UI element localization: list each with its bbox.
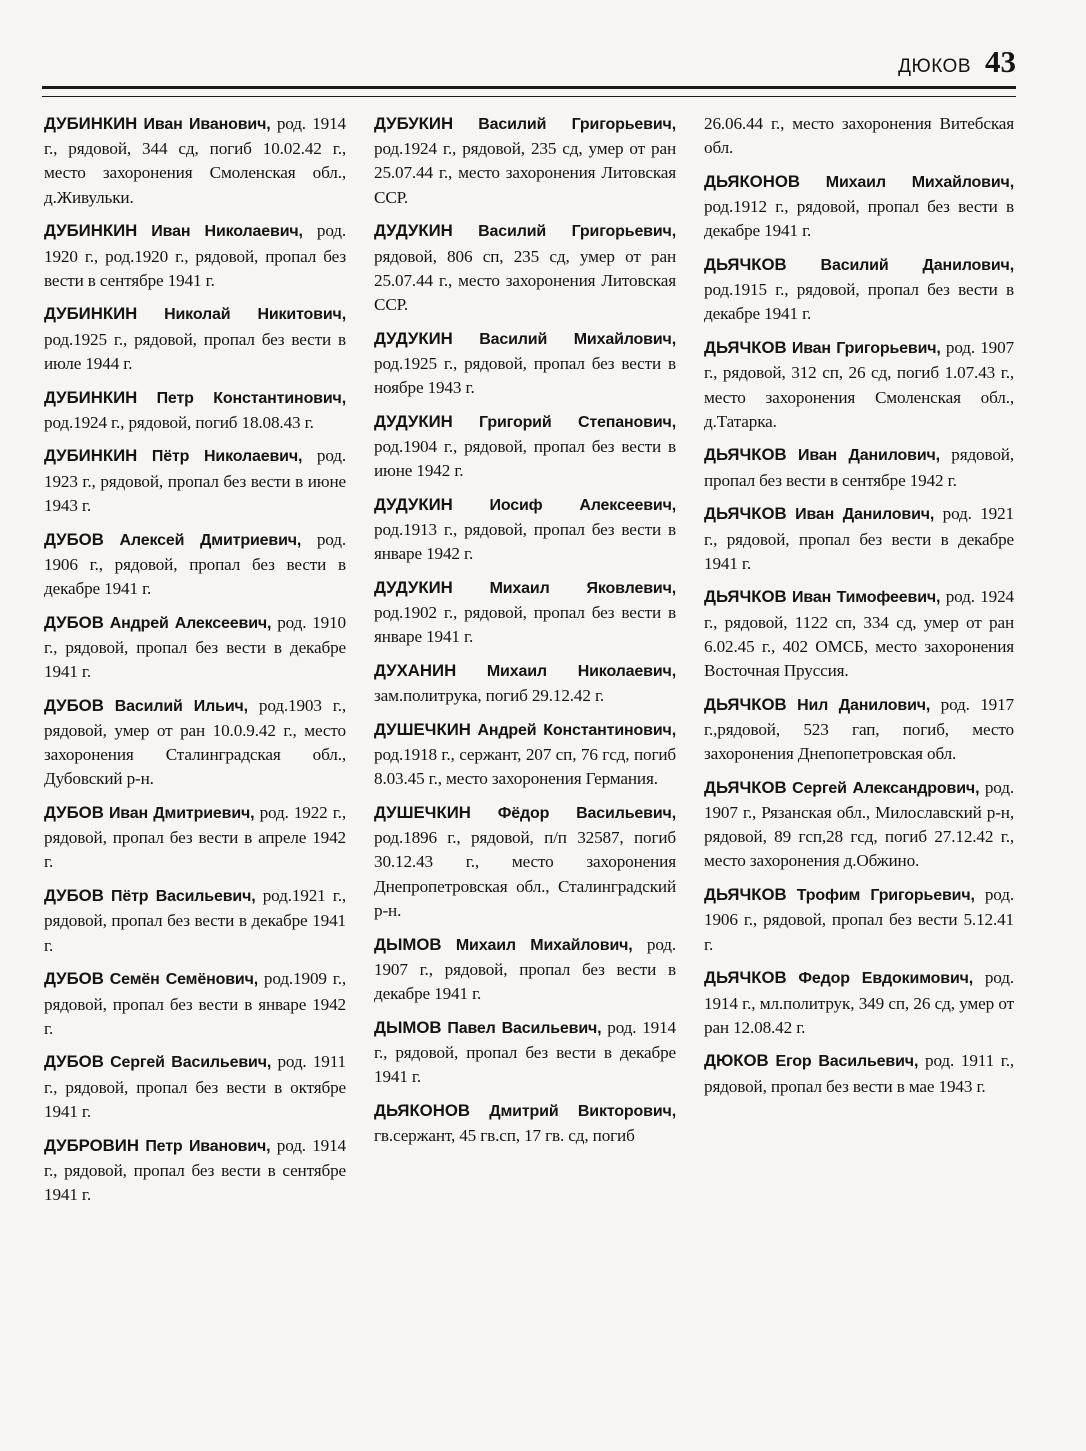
entry-surname: ДЬЯЧКОВ (704, 587, 787, 607)
entry-given-name: Иван Николаевич, (151, 223, 303, 241)
entry-details: род. 1923 г., рядовой, пропал без вести в июне 1943 г. (44, 446, 347, 515)
entry-details: род. 1911 г., рядовой, пропал без вести в октябре 1941 г. (44, 1052, 346, 1121)
entry-details: род.1904 г., рядовой, пропал без вести в июне 1942 г. (374, 436, 676, 481)
person-entry (44, 386, 346, 435)
entry-surname: ДЫМОВ (374, 1017, 442, 1037)
person-entry (44, 444, 346, 518)
person-entry (374, 410, 676, 484)
entry-surname: ДУБОВ (44, 529, 104, 549)
entry-surname: ДУБОВ (44, 886, 104, 906)
entry-surname: ДЬЯКОНОВ (374, 1100, 471, 1120)
person-entry (374, 327, 676, 401)
entry-given-name: Дмитрий Викторович, (489, 1102, 676, 1120)
header-rule (42, 86, 1016, 97)
person-entry (704, 336, 1014, 434)
entry-details: род.1924 г., рядовой, 235 сд, умер от ран 25.07.44 г., место захоронения Литовская ССР. (374, 139, 676, 207)
entry-surname: ДЬЯЧКОВ (704, 504, 787, 524)
entry-given-name: Василий Данилович, (820, 257, 1014, 275)
entry-surname: ДУБИНКИН (44, 221, 138, 241)
entry-surname: ДУДУКИН (374, 328, 453, 348)
entry-surname: ДУБИНКИН (44, 446, 138, 466)
entry-surname: ДУБОВ (44, 1052, 104, 1072)
entry-details: род.1912 г., рядовой, пропал без вести в декабре 1941 г. (704, 197, 1014, 241)
entry-surname: ДУШЕЧКИН (374, 803, 471, 823)
entry-given-name: Михаил Яковлевич, (489, 579, 676, 597)
entry-details: род. 1914 г., рядовой, 344 сд, погиб 10.02.42 г., место захоронения Смоленская обл., д.Живульки. (44, 114, 346, 207)
entry-surname: ДЬЯЧКОВ (704, 445, 787, 465)
person-entry (374, 1099, 676, 1148)
entry-details: род.1896 г., рядовой, п/п 32587, погиб 30.12.43 г., место захоронения Днепропетровская обл., Сталинградский р-н. (374, 828, 676, 920)
person-entry (704, 1049, 1014, 1098)
entry-given-name: Иван Данилович, (797, 447, 940, 465)
entry-given-name: Пётр Васильевич, (111, 888, 256, 906)
entry-surname: ДУБИНКИН (44, 114, 138, 133)
entry-given-name: Иван Тимофеевич, (792, 589, 941, 607)
entry-surname: ДУДУКИН (374, 221, 453, 241)
entry-details: род. 1921 г., рядовой, пропал без вести в декабре 1941 г. (704, 504, 1014, 573)
entry-details: род. 1911 г., рядовой, пропал без вести в мае 1943 г. (704, 1051, 1014, 1096)
entry-given-name: Семён Семёнович, (109, 971, 259, 989)
entry-given-name: Иван Иванович, (143, 116, 271, 133)
person-entry (704, 443, 1014, 492)
entry-details: род. 1907 г., Рязанская обл., Милославский р-н, рядовой, 89 гсп,28 гсд, погиб 27.12.42 г., место захоронения д.Обжино. (704, 777, 1014, 871)
person-entry (44, 801, 346, 875)
entry-surname: ДЬЯЧКОВ (704, 777, 787, 797)
entry-details: род. 1906 г., рядовой, пропал без вести в декабре 1941 г. (44, 529, 346, 598)
entry-surname: ДУДУКИН (374, 577, 453, 597)
person-entry (704, 776, 1014, 874)
entry-surname: ДУБОВ (44, 803, 104, 823)
person-entry (44, 219, 346, 293)
entry-details: род. 1924 г., рядовой, 1122 сп, 334 сд, умер от ран 6.02.45 г., 402 ОМСБ, место захоронения Восточная Пруссия. (704, 587, 1014, 681)
entry-surname: ДУДУКИН (374, 494, 453, 514)
entry-details: род. 1914 г., рядовой, пропал без вести в сентябре 1941 г. (44, 1135, 347, 1204)
entry-given-name: Иван Дмитриевич, (108, 805, 255, 823)
person-entry (44, 302, 346, 376)
entry-details: род. 1910 г., рядовой, пропал без вести в декабре 1941 г. (44, 612, 346, 682)
entry-details: род.1909 г., рядовой, пропал без вести в январе 1942 г. (44, 969, 346, 1038)
entry-details: род.1902 г., рядовой, пропал без вести в январе 1941 г. (374, 603, 676, 647)
person-entry (704, 966, 1014, 1040)
entry-details: зам.политрука, погиб 29.12.42 г. (374, 686, 605, 706)
person-entry (44, 1050, 346, 1124)
person-entry (374, 112, 676, 210)
entry-given-name: Николай Никитович, (164, 306, 346, 324)
entry-details: род. 1906 г., рядовой, пропал без вести 5.12.41 г. (704, 885, 1014, 954)
entry-given-name: Михаил Николаевич, (486, 663, 676, 681)
entry-given-name: Иван Данилович, (795, 506, 935, 524)
entry-given-name: Иван Григорьевич, (791, 340, 941, 358)
person-entry (374, 219, 676, 317)
person-entry (44, 694, 346, 792)
person-entry (44, 112, 346, 210)
person-entry (374, 933, 676, 1007)
entry-surname: ДЬЯЧКОВ (704, 968, 787, 988)
person-entry (44, 884, 346, 958)
person-entry (374, 1016, 676, 1090)
entry-surname: ДЬЯКОНОВ (704, 171, 801, 191)
entry-details: род.1903 г., рядовой, умер от ран 10.0.9.42 г., место захоронения Сталинградская обл., Дубовский р-н. (44, 695, 346, 789)
entry-given-name: Алексей Дмитриевич, (119, 531, 302, 549)
person-entry (704, 585, 1014, 683)
column-2 (374, 112, 676, 1412)
entry-surname: ДЬЯЧКОВ (704, 885, 787, 905)
column-3 (704, 112, 1014, 1412)
entry-given-name: Иосиф Алексеевич, (489, 496, 676, 514)
entry-details: род. 1917 г.,рядовой, 523 гап, погиб, место захоронения Днепопетровская обл. (704, 694, 1014, 764)
entry-surname: ДУБРОВИН (44, 1135, 139, 1155)
page-header (898, 44, 1016, 80)
person-entry (704, 170, 1014, 244)
entry-details: род.1925 г., рядовой, пропал без вести в июле 1944 г. (44, 329, 346, 373)
entry-details: гв.сержант, 45 гв.сп, 17 гв. сд, погиб (374, 1126, 635, 1146)
entry-details: род.1915 г., рядовой, пропал без вести в декабре 1941 г. (704, 280, 1014, 324)
entry-details: род. 1907 г., рядовой, пропал без вести в декабре 1941 г. (374, 934, 677, 1003)
entry-surname: ДУБИНКИН (44, 387, 138, 407)
person-entry (704, 502, 1014, 576)
person-entry (704, 112, 1014, 160)
entry-given-name: Сергей Александрович, (792, 779, 980, 797)
entry-given-name: Нил Данилович, (797, 696, 931, 714)
entry-surname: ДЮКОВ (704, 1051, 769, 1071)
person-entry (44, 1134, 346, 1208)
entry-details: род.1921 г., рядовой, пропал без вести в декабре 1941 г. (44, 886, 347, 955)
entry-given-name: Григорий Степанович, (479, 413, 676, 431)
entry-surname: ДУХАНИН (374, 661, 457, 681)
entry-given-name: Василий Григорьевич, (478, 116, 676, 133)
entry-details: род. 1920 г., род.1920 г., рядовой, пропал без вести в сентябре 1941 г. (44, 221, 347, 290)
entry-given-name: Василий Ильич, (114, 697, 248, 715)
entry-details: род.1925 г., рядовой, пропал без вести в ноябре 1943 г. (374, 353, 676, 398)
entry-given-name: Петр Иванович, (145, 1137, 271, 1155)
person-entry (704, 253, 1014, 327)
entry-given-name: Павел Васильевич, (447, 1019, 602, 1037)
entry-details: род.1918 г., сержант, 207 сп, 76 гсд, погиб 8.03.45 г., место захоронения Германия. (374, 745, 676, 789)
entry-details: род.1924 г., рядовой, погиб 18.08.43 г. (44, 412, 314, 432)
entry-given-name: Василий Михайлович, (479, 330, 676, 348)
person-entry (704, 693, 1014, 767)
entry-given-name: Пётр Николаевич, (151, 448, 303, 466)
entry-surname: ДУБОВ (44, 969, 104, 989)
entry-surname: ДЬЯЧКОВ (704, 338, 787, 358)
entry-given-name: Петр Константинович, (156, 389, 346, 407)
person-entry (44, 611, 346, 685)
entry-surname: ДЫМОВ (374, 934, 442, 954)
person-entry (44, 967, 346, 1041)
page-number: 43 (985, 44, 1016, 79)
person-entry (374, 801, 676, 923)
entry-given-name: Сергей Васильевич, (110, 1054, 272, 1072)
entry-details: род. 1914 г., мл.политрук, 349 сп, 26 сд, умер от ран 12.08.42 г. (704, 968, 1014, 1037)
entry-given-name: Василий Григорьевич, (478, 223, 676, 241)
entry-surname: ДУБУКИН (374, 114, 454, 133)
entry-details: род. 1922 г., рядовой, пропал без вести в апреле 1942 г. (44, 803, 346, 872)
person-entry (374, 659, 676, 708)
entry-details: род. 1907 г., рядовой, 312 сп, 26 сд, погиб 1.07.43 г., место захоронения Смоленская обл., д.Татарка. (704, 338, 1015, 431)
entry-given-name: Андрей Алексеевич, (109, 614, 272, 632)
entry-surname: ДУБОВ (44, 612, 104, 632)
entry-surname: ДУШЕЧКИН (374, 719, 471, 739)
entry-surname: ДУБИНКИН (44, 304, 138, 324)
entry-details: 26.06.44 г., место захоронения Витебская обл. (704, 114, 1014, 158)
person-entry (374, 576, 676, 650)
entry-surname: ДУБОВ (44, 695, 104, 715)
person-entry (374, 718, 676, 792)
entry-details: род.1913 г., рядовой, пропал без вести в январе 1942 г. (374, 520, 676, 564)
entries-columns (44, 112, 1018, 1412)
entry-details: рядовой, пропал без вести в сентябре 1942 г. (704, 445, 1014, 490)
entry-surname: ДЬЯЧКОВ (704, 694, 787, 714)
person-entry (374, 493, 676, 567)
entry-surname: ДУДУКИН (374, 411, 453, 431)
person-entry (44, 528, 346, 602)
entry-surname: ДЬЯЧКОВ (704, 255, 787, 275)
entry-given-name: Трофим Григорьевич, (796, 887, 975, 905)
entry-details: рядовой, 806 сп, 235 сд, умер от ран 25.07.44 г., место захоронения Литовская ССР. (374, 246, 676, 314)
person-entry (704, 883, 1014, 957)
entry-given-name: Федор Евдокимович, (798, 970, 974, 988)
entry-given-name: Михаил Михайлович, (825, 173, 1014, 191)
column-1 (44, 112, 346, 1412)
entry-given-name: Егор Васильевич, (775, 1053, 919, 1071)
entry-details: род. 1914 г., рядовой, пропал без вести в декабре 1941 г. (374, 1017, 676, 1087)
entry-given-name: Михаил Михайлович, (455, 936, 633, 954)
running-head: ДЮКОВ (898, 56, 971, 77)
entry-given-name: Андрей Константинович, (477, 721, 676, 739)
entry-given-name: Фёдор Васильевич, (497, 805, 676, 823)
